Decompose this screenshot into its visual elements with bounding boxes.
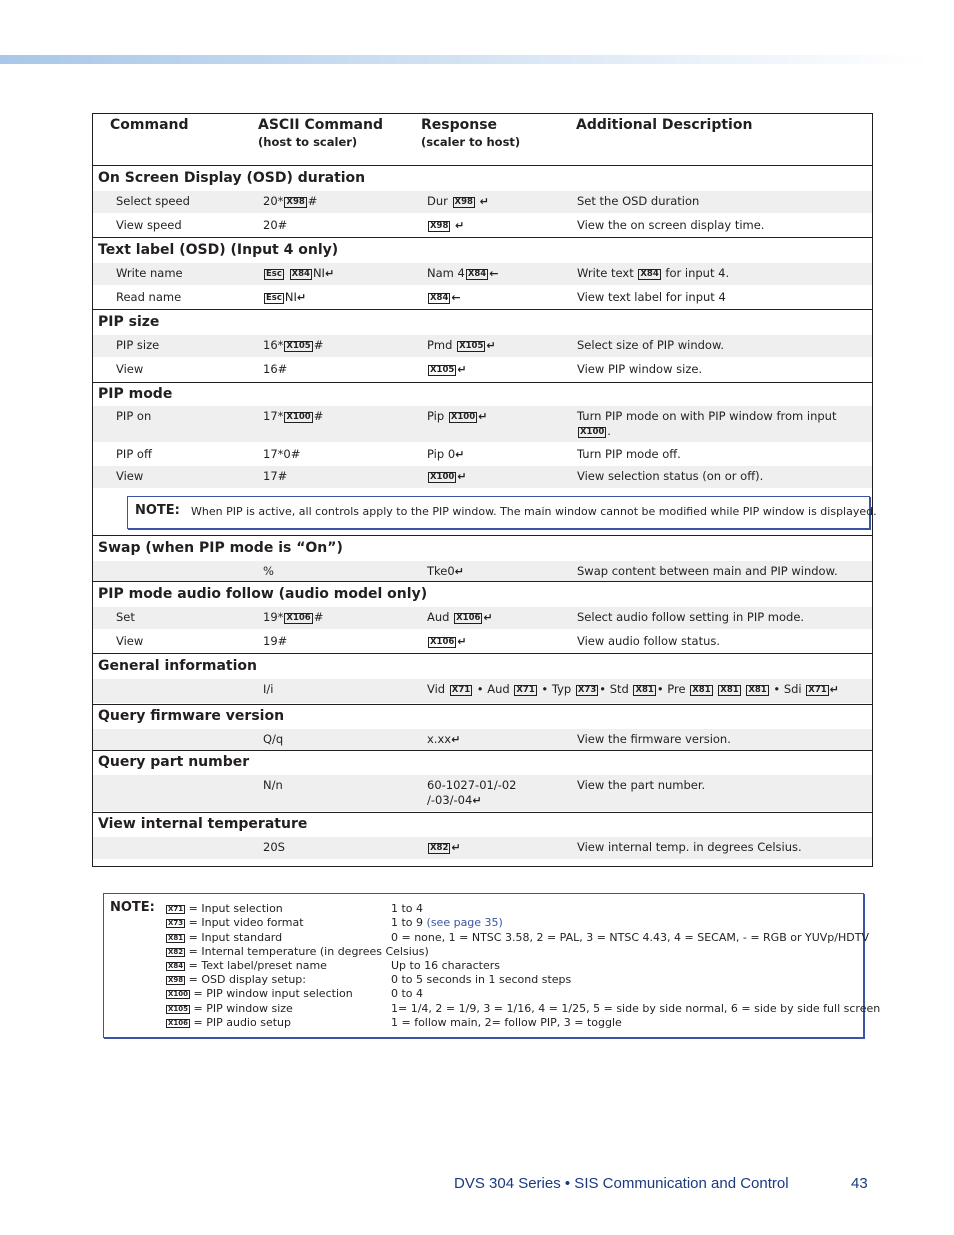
cell-response: Pip 0↵ (427, 447, 465, 461)
cell-response: Tke0↵ (427, 564, 464, 578)
cell-command: Set (116, 610, 135, 624)
cell-response: Vid X71 • Aud X71 • Typ X73 • Std X81 • Pre X81 X81 X81 • Sdi X71 ↵ (427, 682, 839, 696)
footer-title: DVS 304 Series • SIS Communication and Control (454, 1175, 789, 1192)
return-icon: ↵ (455, 219, 465, 232)
col-header-ascii-sub: (host to scaler) (258, 135, 358, 149)
divider (93, 812, 872, 813)
header-accent-bar (0, 55, 930, 64)
section-osd-duration: On Screen Display (OSD) duration (98, 170, 366, 186)
cell-ascii: Q/q (263, 732, 284, 746)
note-item: X98 = OSD display setup: (168, 973, 306, 986)
return-icon: ↵ (479, 195, 489, 208)
note-value: 0 = none, 1 = NTSC 3.58, 2 = PAL, 3 = NTSC 4.43, 4 = SECAM, - = RGB or YUVp/HDTV (391, 931, 869, 944)
divider (93, 581, 872, 582)
note-value: 1 to 4 (391, 902, 424, 915)
cell-description: View PIP window size. (577, 362, 703, 376)
cell-command: PIP size (116, 338, 160, 352)
cell-description: View audio follow status. (577, 634, 721, 648)
pip-note-box (127, 496, 877, 529)
table-row (93, 561, 872, 581)
note-item: X73 = Input video format (168, 916, 304, 929)
cell-ascii: 19* X106 # (263, 610, 324, 624)
table-row (93, 287, 872, 309)
cell-description: View the on screen display time. (577, 218, 765, 232)
page-number: 43 (851, 1175, 868, 1192)
note-value: 1 to 9 (see page 35) (391, 916, 503, 929)
section-swap: Swap (when PIP mode is “On”) (98, 540, 343, 556)
cell-response: X105 ↵ (430, 363, 467, 376)
cell-ascii: Esc X84 NI↵ (266, 266, 335, 280)
table-row (93, 191, 872, 213)
divider (93, 535, 872, 536)
cell-command: Select speed (116, 194, 190, 208)
section-pip-size: PIP size (98, 314, 160, 330)
cell-ascii: N/n (263, 778, 283, 792)
cell-response: X82 ↵ (430, 841, 461, 854)
note-item: X82 = Internal temperature (in degrees Celsius) (168, 945, 429, 958)
cell-command: View (116, 634, 144, 648)
note-value: 0 to 5 seconds in 1 second steps (391, 973, 572, 986)
cell-description: Turn PIP mode on with PIP window from input (577, 409, 837, 423)
cell-response: 60-1027-01/-02 (427, 778, 517, 792)
cell-ascii: 17*0# (263, 447, 301, 461)
cell-ascii: I/i (263, 682, 274, 696)
col-header-response: Response (421, 117, 498, 133)
table-row (93, 359, 872, 381)
cell-response: Pip X100 ↵ (427, 409, 488, 423)
cell-ascii: % (263, 564, 274, 578)
table-row (93, 631, 872, 653)
cell-response: Dur X98 ↵ (427, 194, 489, 208)
divider (93, 653, 872, 654)
cell-command: Read name (116, 290, 182, 304)
cell-response-cont: /-03/-04↵ (427, 793, 482, 807)
cell-description: View text label for input 4 (577, 290, 726, 304)
cell-ascii: 20# (263, 218, 288, 232)
cell-response: X100 ↵ (430, 470, 467, 483)
section-part-number: Query part number (98, 754, 250, 770)
sis-command-table (92, 113, 877, 867)
cell-response: X84 ← (430, 291, 461, 304)
cell-description: Swap content between main and PIP window. (577, 564, 838, 578)
table-row (93, 837, 872, 859)
cell-description: View the firmware version. (577, 732, 731, 746)
section-audio-follow: PIP mode audio follow (audio model only) (98, 586, 428, 602)
cell-command: Write name (116, 266, 183, 280)
cell-command: View (116, 469, 144, 483)
cell-description: Select audio follow setting in PIP mode. (577, 610, 805, 624)
cell-response: x.xx↵ (427, 732, 461, 746)
col-header-command: Command (110, 117, 189, 133)
cell-ascii: 19# (263, 634, 288, 648)
cell-description: View the part number. (577, 778, 706, 792)
cell-ascii: 20* X98 # (263, 194, 318, 208)
table-row (93, 406, 872, 442)
note-text: When PIP is active, all controls apply to the PIP window. The main window cannot be modified while PIP window is displayed. (191, 505, 877, 518)
note-label: NOTE: (110, 900, 155, 915)
note-label: NOTE: (135, 503, 180, 518)
cell-response: X98 ↵ (430, 219, 465, 232)
table-row (93, 775, 872, 811)
divider (93, 382, 872, 383)
note-item: X105 = PIP window size (168, 1002, 293, 1015)
note-value: 1= 1/4, 2 = 1/9, 3 = 1/16, 4 = 1/25, 5 = side by side normal, 6 = side by side full screen (391, 1002, 881, 1015)
table-row (93, 444, 872, 466)
note-item: X71 = Input selection (168, 902, 283, 915)
divider (93, 704, 872, 705)
cell-ascii: 20S (263, 840, 285, 854)
note-item: X100 = PIP window input selection (168, 987, 353, 1000)
section-general: General information (98, 658, 257, 674)
cell-description: Set the OSD duration (577, 194, 700, 208)
cell-response: X106 ↵ (430, 635, 467, 648)
cell-command: View speed (116, 218, 182, 232)
divider (93, 750, 872, 751)
note-value: 0 to 4 (391, 987, 424, 1000)
divider (93, 237, 872, 238)
cell-response: Pmd X105 ↵ (427, 338, 496, 352)
table-row (93, 335, 872, 357)
note-item: X106 = PIP audio setup (168, 1016, 291, 1029)
note-value: Up to 16 characters (391, 959, 500, 972)
col-header-ascii: ASCII Command (258, 117, 383, 133)
variables-note-box (103, 893, 881, 1038)
cell-response: Nam 4 X84 ← (427, 266, 499, 280)
table-row (93, 215, 872, 237)
cell-description: View selection status (on or off). (577, 469, 764, 483)
cell-command: View (116, 362, 144, 376)
cell-command: PIP off (116, 447, 152, 461)
section-temperature: View internal temperature (98, 816, 308, 832)
cell-ascii: 17# (263, 469, 288, 483)
cell-response: Aud X106 ↵ (427, 610, 493, 624)
table-row (93, 607, 872, 629)
cell-ascii: 16* X105 # (263, 338, 324, 352)
section-firmware: Query firmware version (98, 708, 285, 724)
table-row (93, 466, 872, 488)
cell-description: View internal temp. in degrees Celsius. (577, 840, 802, 854)
section-text-label: Text label (OSD) (Input 4 only) (98, 242, 339, 258)
cell-command: PIP on (116, 409, 152, 423)
col-header-response-sub: (scaler to host) (421, 135, 521, 149)
note-item: X84 = Text label/preset name (168, 959, 327, 972)
cell-ascii: 17* X100 # (263, 409, 324, 423)
cell-description-cont: X100 . (580, 424, 611, 438)
cell-description: Select size of PIP window. (577, 338, 724, 352)
cell-description: Turn PIP mode off. (577, 447, 681, 461)
table-row (93, 729, 872, 751)
col-header-description: Additional Description (576, 117, 753, 133)
cell-ascii: Esc NI↵ (266, 290, 307, 304)
cell-ascii: 16# (263, 362, 288, 376)
divider (93, 165, 872, 166)
see-page-link[interactable]: (see page 35) (426, 916, 503, 929)
note-value: 1 = follow main, 2= follow PIP, 3 = toggle (391, 1016, 622, 1029)
section-pip-mode: PIP mode (98, 386, 173, 402)
table-row (93, 263, 872, 285)
cell-description: Write text X84 for input 4. (577, 266, 730, 280)
note-item: X81 = Input standard (168, 931, 283, 944)
divider (93, 309, 872, 310)
table-row (93, 679, 872, 703)
